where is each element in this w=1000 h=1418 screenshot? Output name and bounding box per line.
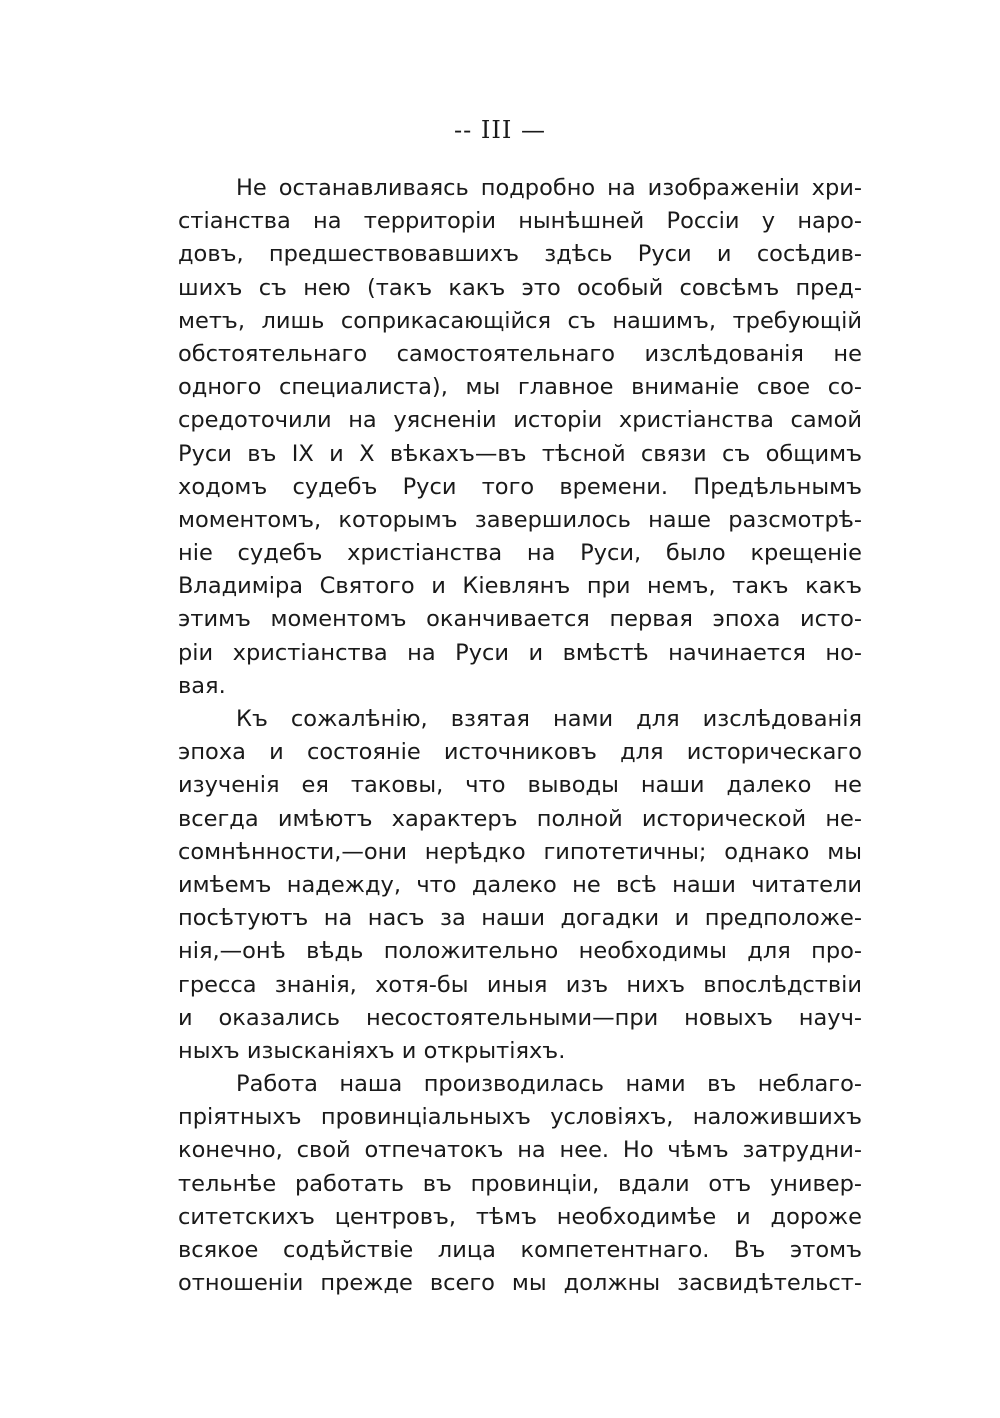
text-line: и оказались несостоятельными—при новыхъ науч-: [178, 1004, 862, 1031]
text-line: моментомъ, которымъ завершилось наше разсмотрѣ-: [178, 506, 862, 533]
text-line: шихъ съ нею (такъ какъ это особый совсѣмъ пред-: [178, 274, 862, 301]
text-line: рiи христiанства на Руси и вмѣстѣ начинается но-: [178, 639, 862, 666]
text-line: тельнѣе работать въ провинцiи, вдали отъ универ-: [178, 1170, 862, 1197]
text-line: одного специалиста), мы главное вниманiе свое со-: [178, 374, 862, 401]
text-line: изученiя ея таковы, что выводы наши далеко не: [178, 772, 862, 799]
text-line: довъ, предшествовавшихъ здѣсь Руси и сосѣдив-: [178, 241, 862, 268]
text-line: обстоятельнаго самостоятельнаго изслѣдованiя не: [178, 340, 862, 367]
text-line: имѣемъ надежду, что далеко не всѣ наши читатели: [178, 871, 862, 898]
text-line: отношенiи прежде всего мы должны засвидѣтельст-: [178, 1270, 862, 1297]
text-line: гресса знанiя, хотя-бы иныя изъ нихъ впослѣдствiи: [178, 971, 862, 998]
text-line: эпоха и состоянiе источниковъ для историческаго: [178, 739, 862, 766]
text-line: конечно, свой отпечатокъ на нее. Но чѣмъ затрудни-: [178, 1137, 862, 1164]
text-line: нiя,—онѣ вѣдь положительно необходимы для про-: [178, 938, 862, 965]
text-line: нiе судебъ христiанства на Руси, было крещенiе: [178, 540, 862, 567]
text-line: всякое содѣйствiе лица компетентнаго. Въ этомъ: [178, 1237, 862, 1263]
text-line: стiанства на территорiи нынѣшней Россiи у наро-: [178, 208, 862, 235]
paragraph-3: [178, 1068, 862, 1300]
text-line: сомнѣнности,—они нерѣдко гипотетичны; однако мы: [178, 838, 862, 865]
paragraph-1: [178, 172, 862, 703]
text-line: этимъ моментомъ оканчивается первая эпоха исто-: [178, 606, 862, 633]
text-line: метъ, лишь соприкасающiйся съ нашимъ, требующiй: [178, 307, 862, 334]
text-line: всегда имѣютъ характеръ полной исторической не-: [178, 805, 862, 832]
text-line: прiятныхъ провинцiальныхъ условiяхъ, наложившихъ: [178, 1104, 862, 1131]
text-line: Къ сожалѣнiю, взятая нами для изслѣдованiя: [236, 706, 862, 732]
text-line: средоточили на уясненiи исторiи христiанства самой: [178, 407, 862, 434]
text-line: Работа наша производилась нами въ неблаго-: [236, 1071, 862, 1098]
text-line: вая.: [178, 672, 226, 699]
body-text: [178, 172, 862, 1300]
text-line: Руси въ IX и X вѣкахъ—въ тѣсной связи съ общимъ: [178, 440, 862, 467]
text-line: посѣтуютъ на насъ за наши догадки и предположе-: [178, 905, 862, 932]
text-line: Владимiра Святого и Кiевлянъ при немъ, такъ какъ: [178, 573, 862, 600]
page-number: -- III —: [454, 116, 546, 144]
text-line: ныхъ изысканiяхъ и открытiяхъ.: [178, 1037, 566, 1064]
text-line: ходомъ судебъ Руси того времени. Предѣльнымъ: [178, 473, 862, 500]
text-line: ситетскихъ центровъ, тѣмъ необходимѣе и дороже: [178, 1203, 862, 1230]
text-line: Не останавливаясь подробно на изображенiи хри-: [236, 175, 862, 201]
paragraph-2: [178, 703, 862, 1068]
